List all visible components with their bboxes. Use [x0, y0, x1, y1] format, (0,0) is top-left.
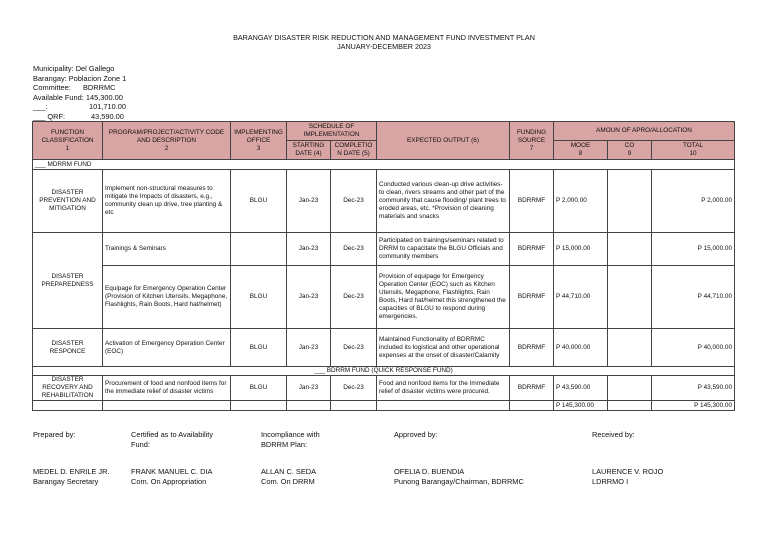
row-start: Jan-23 [287, 233, 331, 266]
committee-value: BDRRMC [83, 83, 116, 93]
row-category: DISASTER RECOVERY AND REHABILITATION [33, 376, 103, 401]
row-mooe: P 2,000.00 [554, 170, 608, 233]
prepared-title: Barangay Secretary [33, 477, 99, 486]
certified-signatory [131, 467, 212, 487]
prepared-name: MEDEL D. ENRILE JR. [33, 467, 110, 476]
row-completion: Dec-23 [331, 329, 377, 367]
header-function: FUNCTION CLASSIFICATION 1 [33, 122, 103, 160]
row-completion: Dec-23 [331, 376, 377, 401]
fund-line-qrf-value: 43,590.00 [91, 111, 124, 121]
prepared-label: Prepared by: [33, 430, 76, 439]
approved-label: Approved by: [394, 430, 438, 439]
fund-line-mdrrm [33, 102, 126, 112]
committee [33, 83, 126, 93]
row-total: P 43,590.00 [652, 376, 735, 401]
total-mooe: P 145,300.00 [554, 401, 608, 411]
header-start: STARTING DATE (4) [287, 141, 331, 160]
row-completion: Dec-23 [331, 266, 377, 329]
municipality: Municipality: Del Gallego [33, 64, 115, 73]
approved-signatory [394, 467, 524, 487]
row-source: BDRRMF [510, 233, 554, 266]
prepared-signatory [33, 467, 110, 487]
row-category: DISASTER PREVENTION AND MITIGATION [33, 170, 103, 233]
row-co [608, 329, 652, 367]
row-start: Jan-23 [287, 170, 331, 233]
row-start: Jan-23 [287, 329, 331, 367]
received-signatory [592, 467, 663, 487]
row-office: BLGU [231, 266, 287, 329]
row-category: DISASTER RESPONCE [33, 329, 103, 367]
row-total: P 15,000.00 [652, 233, 735, 266]
incompliance-name: ALLAN C. SEDA [261, 467, 317, 476]
fund-line-qrf-label: ___ QRF: [33, 111, 66, 121]
row-program: Activation of Emergency Operation Center (EOC) [103, 329, 231, 367]
barangay: Barangay: Poblacion Zone 1 [33, 73, 127, 83]
section-mdrrm-fund: ___ MDRRM FUND [33, 160, 735, 170]
row-source: BDRRMF [510, 266, 554, 329]
row-co [608, 376, 652, 401]
certified-label: Certified as to Availability Fund: [131, 430, 214, 449]
table-row [33, 170, 735, 233]
row-total: P 2,000.00 [652, 170, 735, 233]
grand-total: P 145,300.00 [652, 401, 735, 411]
header-co: CO 9 [608, 141, 652, 160]
row-start: Jan-23 [287, 376, 331, 401]
row-completion: Dec-23 [331, 233, 377, 266]
row-program: Equipage for Emergency Operation Center (Provision of Kitchen Utensils, Megaphone, Flashlights, Rain Boots, Hard hat/helmet) [103, 266, 231, 329]
row-program: Procurement of food and nonfood items for the immediate relief of disaster victims [103, 376, 231, 401]
row-office: BLGU [231, 329, 287, 367]
row-output: Participated on trainings/seminars related to DRRM to capacitate the BLGU Officials and community members [377, 233, 510, 266]
document-title: BARANGAY DISASTER RISK REDUCTION AND MANAGEMENT FUND INVESTMENT PLAN [233, 33, 535, 42]
header-total: TOTAL 10 [652, 141, 735, 160]
row-mooe: P 43,590.00 [554, 376, 608, 401]
row-mooe: P 44,710.00 [554, 266, 608, 329]
row-co [608, 233, 652, 266]
header-output: EXPECTED OUTPUT (6) [377, 122, 510, 160]
incompliance-signatory [261, 467, 316, 487]
received-name: LAURENCE V. ROJO [592, 467, 664, 476]
header-funding: FUNDING SOURCE 7 [510, 122, 554, 160]
row-office: BLGU [231, 170, 287, 233]
incompliance-title: Com. On DRRM [261, 477, 315, 486]
investment-plan-table [32, 121, 735, 411]
header-program: PROGRAM/PROJECT/ACTIVITY CODE AND DESCRIPTION 2 [103, 122, 231, 160]
header-amount: AMOUN OF APRO/ALLOCATION [554, 122, 735, 141]
totals-row [33, 401, 735, 411]
approved-name: OFELIA D. BUENDIA [394, 467, 465, 476]
table-row [33, 266, 735, 329]
row-source: BDRRMF [510, 329, 554, 367]
row-output: Conducted various clean-up drive activities- to clean, rivers streams and other part of the community that cause flooding/ plant trees to eroded areas, etc. *Provision of cleaning materials and snacks [377, 170, 510, 233]
incompliance-label: Incompliance with BDRRM Plan: [261, 430, 320, 449]
available-fund: Available Fund: 145,300.00 [33, 92, 123, 102]
committee-label: Committee: [33, 83, 71, 93]
certified-name: FRANK MANUEL C. DIA [131, 467, 213, 476]
header-mooe: MOOE 8 [554, 141, 608, 160]
row-completion: Dec-23 [331, 170, 377, 233]
row-source: BDRRMF [510, 376, 554, 401]
table-row [33, 376, 735, 401]
row-mooe: P 40,000.00 [554, 329, 608, 367]
row-co [608, 266, 652, 329]
document-period: JANUARY-DECEMBER 2023 [337, 42, 431, 51]
row-total: P 40,000.00 [652, 329, 735, 367]
row-office [231, 233, 287, 266]
row-source: BDRRMF [510, 170, 554, 233]
row-office: BLGU [231, 376, 287, 401]
received-title: LDRRMO I [592, 477, 629, 486]
row-program: Implement non-structural measures to mitigate the Impacts of disasters, e.g., community clean up drive, tree planting & etc [103, 170, 231, 233]
row-total: P 44,710.00 [652, 266, 735, 329]
header-office: IMPLEMENTING OFFICE 3 [231, 122, 287, 160]
plan-meta [33, 64, 126, 122]
row-program: Trainings & Seminars [103, 233, 231, 266]
approved-title: Punong Barangay/Chairman, BDRRMC [394, 477, 524, 486]
row-start: Jan-23 [287, 266, 331, 329]
table-row [33, 329, 735, 367]
received-label: Received by: [592, 430, 635, 439]
row-category: DISASTER PREPAREDNESS [33, 233, 103, 329]
row-output: Food and nonfood items for the Immediate relief of disaster victims were procured. [377, 376, 510, 401]
section-qrf-fund: ___ BDRRM FUND (QUICK RESPONSE FUND) [33, 367, 735, 376]
header-schedule: SCHEDULE OF IMPLEMENTATION [287, 122, 377, 141]
fund-line-mdrrm-label: ___: [33, 102, 48, 112]
fund-line-mdrrm-value: 101,710.00 [89, 102, 126, 112]
header-completion: COMPLETIO N DATE (5) [331, 141, 377, 160]
row-output: Maintained Functionality of BDRRMC included its logistical and other operational expenses at the onset of disaster/Calamity [377, 329, 510, 367]
row-output: Provision of equipage for Emergency Operation Center (EOC) such as Kitchen Utensils, Megaphone, Flashlights, Rain Boots, Hard hat/helmet this strengthened the capacities of BLGU to respond during emergencies. [377, 266, 510, 329]
row-co [608, 170, 652, 233]
row-mooe: P 15,000.00 [554, 233, 608, 266]
table-row [33, 233, 735, 266]
certified-title: Com. On Appropriation [131, 477, 207, 486]
